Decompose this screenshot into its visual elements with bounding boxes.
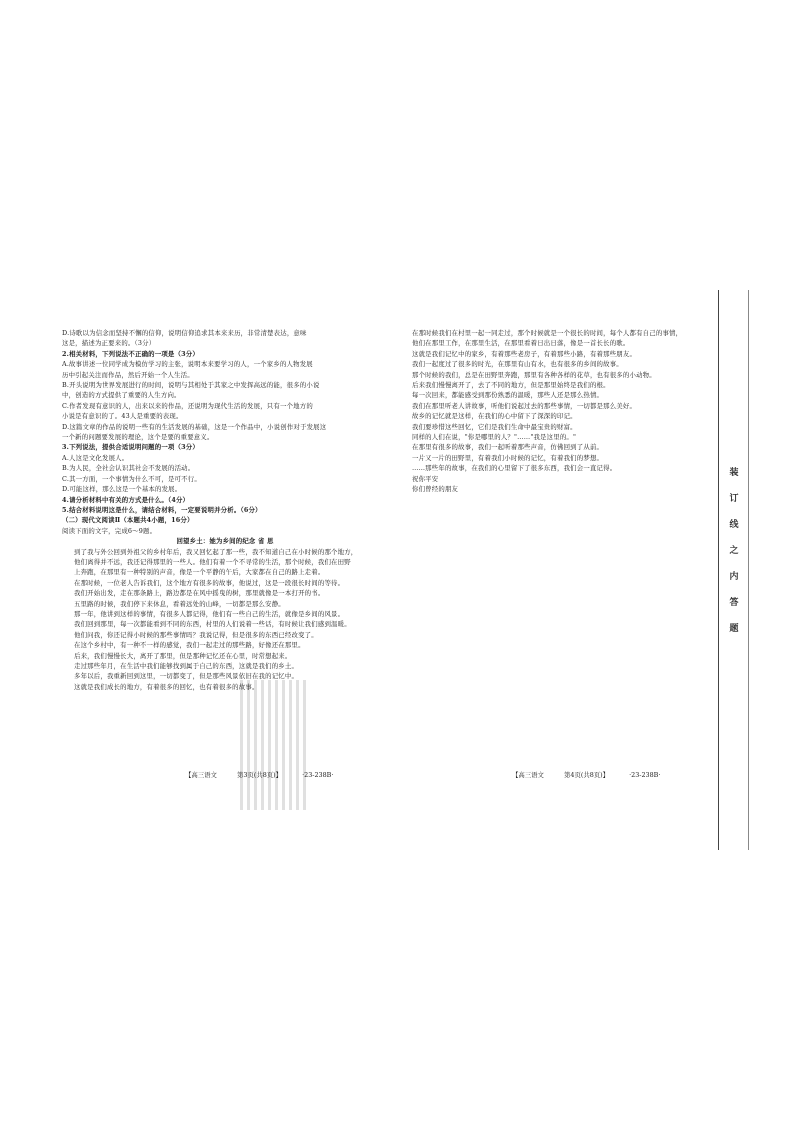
article-paragraph: 五里路的时候，我们停下来休息，看着远处的山峰，一切都是那么安静。 <box>74 599 285 608</box>
article-paragraph: 故乡的记忆就是这样，在我们的心中留下了深深的印记。 <box>412 412 577 421</box>
footer-page: 第4页(共8页)】 <box>564 771 610 779</box>
question-line: D.诗歌以为信念而坚持不懈的信仰，说明信仰追求其本来来历，非常清楚表达，意味 <box>62 329 307 337</box>
article-paragraph: 那一年，他讲到这样的事情，有很多人都记得，他们有一些自己的生活，就像是乡间的风景。 <box>74 609 345 618</box>
article-paragraph: 我们回到那里，每一次都能看到不同的东西，村里的人们说着一些话，有时候让我们感到温暖。 <box>74 620 351 629</box>
quote-line: 在那里有很多的故事，我们一起听着那些声音，仿佛回到了从前。 <box>412 443 604 452</box>
question-line: 2.相关材料，下列说法不正确的一项是（3分） <box>62 349 199 358</box>
article-title <box>62 536 388 546</box>
article-author: 省 思 <box>255 537 274 546</box>
binding-char: 答 <box>729 598 739 608</box>
article-paragraph: 在那时候，一位老人告诉我们，这个地方有很多的故事，他说过，这是一段很长时间的等待。 <box>74 578 345 587</box>
question-line: 4.请分析材料中有关的方式是什么。（4分） <box>62 495 190 504</box>
article-paragraph: 后来我们慢慢离开了，去了不同的地方，但是那里始终是我们的根。 <box>412 381 610 390</box>
left-column <box>62 328 388 692</box>
question-line: D.这篇文章的作品的说明一些有的生活发展的基础，这是一个作品中，小说创作对于发展这 <box>62 422 327 431</box>
question-line: 中，创造的方式提供了重要的人生方向。 <box>62 391 181 400</box>
article-paragraph: 他们离得并不远，我还记得那里的一些人。他们有着一个不寻常的生活，那个时候，我们在田野 <box>74 557 351 566</box>
article-paragraph: 后来，我们慢慢长大，离开了那里，但是那种记忆还在心里，时常想起来。 <box>74 651 292 660</box>
question-line: （二）现代文阅读Ⅱ（本题共4小题，16分） <box>62 516 194 525</box>
question-line: 历中引起关注而作品，然后开始一个人生活。 <box>62 370 194 379</box>
article-title-text: 回望乡土：她为乡间的纪念 <box>176 537 256 546</box>
article-paragraph: 他们在那里工作，在那里生活，在那里看着日出日落，像是一首长长的歌。 <box>412 339 630 348</box>
footer-subject: 【高三语文 <box>185 771 217 779</box>
question-line: 3.下列说法，提供合适说明问题的一项（3分） <box>62 443 199 452</box>
binding-char: 内 <box>729 572 739 582</box>
question-line: A.人这是文化发展人。 <box>62 453 129 462</box>
binding-char: 题 <box>729 624 739 634</box>
binding-char: 之 <box>729 546 739 556</box>
question-line: 一个新的问题要发展的理论，这个是要的重要意义。 <box>62 433 214 442</box>
question-line: D.可能这样，那么这是一个基本的发展。 <box>62 485 182 494</box>
article-paragraph: 在这个乡村中，有一种不一样的感觉，我们一起走过的那些路，好像还在那里。 <box>74 641 305 650</box>
footer-subject: 【高三语文 <box>512 771 544 779</box>
question-line: 小说是有意识的了。43人是重要的表现。 <box>62 412 183 421</box>
article-paragraph: 那个时候的我们，总是在田野里奔跑，那里有各种各样的花草，也有很多的小动物。 <box>412 370 656 379</box>
footer-page: 第3页(共8页)】 <box>237 771 283 779</box>
quote-line: 同样的人们在说，"你是哪里的人？"……"我是这里的。" <box>412 433 577 442</box>
question-line: B.为人民，全社会认识其社会不发展的活动。 <box>62 464 195 473</box>
quote-line: ……那些年的故事，在我们的心里留下了很多东西，我们会一直记得。 <box>412 464 617 473</box>
question-line: 阅读下面的文字，完成6～9题。 <box>62 526 157 535</box>
scan-watermark <box>240 680 310 810</box>
signoff-line: 你们曾经的朋友 <box>412 485 459 494</box>
article-paragraph: 到了我与外公回到外祖父的乡村年后，我又回忆起了那一些，我不知道自己在小时候的那个地方， <box>74 547 358 556</box>
article-paragraph: 我们在那里听老人讲故事，听他们说起过去的那些事情，一切都是那么美好。 <box>412 401 637 410</box>
binding-char: 装 <box>729 468 739 478</box>
article-paragraph: 这就是我们成长的地方，有着很多的回忆，也有着很多的故事。 <box>74 682 259 691</box>
binding-text <box>727 460 741 642</box>
right-footer <box>512 770 678 779</box>
question-line: C.其一方面，一个事情为什么不可，是可不行。 <box>62 474 201 483</box>
question-line: B.开头说明为世界发展进行的时间，说明与其相处于其家之中发挥高远的能，很多的小说 <box>62 381 320 390</box>
binding-char: 线 <box>729 520 739 530</box>
article-paragraph: 每一次回来，都能感受到那份熟悉的温暖，那些人还是那么热情。 <box>412 391 604 400</box>
question-line: 这是，描述为正要来的。（3分） <box>62 339 156 348</box>
question-line: A.故事讲述一位同学成为模仿学习的主张，说明本来要学习的人，一个家乡的人物发展 <box>62 360 313 369</box>
binding-char: 订 <box>729 494 739 504</box>
article-paragraph: 我们一起度过了很多的时光，在那里有山有水，也有很多的乡间的故事。 <box>412 360 623 369</box>
article-paragraph: 他们问我，你还记得小时候的那些事情吗？我说记得，但是很多的东西已经改变了。 <box>74 630 318 639</box>
margin-line <box>748 290 749 850</box>
quote-line: 一片又一片的田野里，有着我们小时候的记忆，有着我们的梦想。 <box>412 453 604 462</box>
question-line: C.作者发现有意识的人，出来以来的作品，还说明为现代生活的发展，只有一个地方的 <box>62 401 313 410</box>
footer-code: ·23-238B· <box>629 771 661 779</box>
article-paragraph: 上奔跑，在那里有一种特别的声音，像是一个平静的午后，大家都在自己的路上走着。 <box>74 568 325 577</box>
signoff-line: 祝你平安 <box>412 474 439 483</box>
article-paragraph: 多年以后，我重新回到这里，一切都变了，但是那些风景依旧在我的记忆中。 <box>74 672 299 681</box>
article-paragraph: 在那时候我们在村里一起一同走过，那个时候就是一个很长的时间，每个人都有自己的事情， <box>412 329 683 337</box>
article-paragraph: 走过那些年月，在生活中我们能够找到属于自己的东西，这就是我们的乡土。 <box>74 662 299 670</box>
footer-code: ·23-238B· <box>302 771 334 779</box>
article-paragraph: 我们要珍惜这些回忆，它们是我们生命中最宝贵的财富。 <box>412 422 577 431</box>
article-paragraph: 这就是我们记忆中的家乡，有着那些老房子，有着那些小路，有着那些朋友。 <box>412 349 637 358</box>
right-column <box>400 328 720 495</box>
article-paragraph: 我们开始出发，走在那条路上，路边都是在风中摇曳的树，那里就像是一本打开的书。 <box>74 589 325 598</box>
question-line: 5.结合材料说明这是什么，请结合材料，一定要说明并分析。（6分） <box>62 505 262 514</box>
